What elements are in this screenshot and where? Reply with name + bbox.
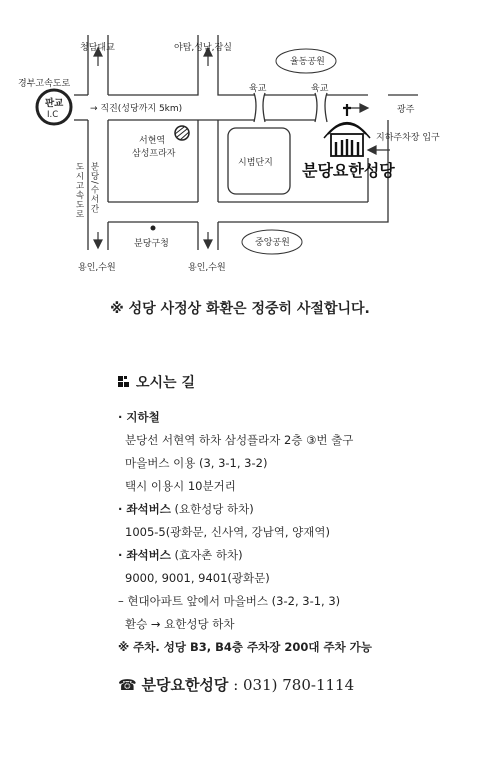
gucheong-label: 분당구청: [134, 239, 169, 249]
bus2-line: 9000, 9001, 9401(광화문): [125, 571, 270, 585]
sibeom-label: 시범단지: [238, 158, 273, 168]
parking-info: ※ 주차. 성당 B3, B4층 주차장 200대 주차 가능: [118, 640, 372, 654]
vertical-road-label-2: 도시고속도로: [74, 162, 84, 219]
notice-text: ※ 성당 사정상 화환은 정중히 사절합니다.: [110, 301, 370, 317]
yongin1-label: 용인,수원: [78, 263, 116, 273]
vertical-road-label-1: 분당/수서간: [89, 162, 99, 214]
directions-list: [118, 406, 372, 659]
pangyo-label: 판교: [45, 98, 64, 109]
yuldong-label: 율동공원: [290, 57, 325, 67]
bus2-note: (효자촌 하차): [170, 548, 243, 562]
location-map: [0, 0, 480, 290]
subway-line-2: 마을버스 이용 (3, 3-1, 3-2): [125, 456, 268, 470]
bus2-heading: · 좌석버스: [118, 548, 171, 562]
seohyeon-label: 서현역: [139, 136, 166, 146]
cheongdam-label: 청담대교: [80, 43, 115, 53]
hyundai-line-2: 환승 → 요한성당 하차: [125, 617, 235, 631]
jungang-label: 중앙공원: [255, 238, 290, 248]
bus1-line: 1005-5(광화문, 신사역, 강남역, 양재역): [125, 525, 330, 539]
title-squares-icon: [118, 376, 130, 388]
hyundai-line-1: – 현대아파트 앞에서 마을버스 (3-2, 3-1, 3): [118, 594, 341, 608]
samsung-label: 삼성프라자: [132, 149, 176, 159]
bus1-note: (요한성당 하차): [170, 502, 254, 516]
church-name: 분당요한성당: [141, 676, 229, 694]
subway-heading: · 지하철: [118, 410, 160, 424]
gwangju-label: 광주: [397, 105, 415, 115]
gyeongbu-label: 경부고속도로: [18, 79, 71, 89]
ic-label: I.C: [47, 110, 59, 120]
jikjin-label: → 직진(성당까지 5km): [90, 104, 183, 114]
yatap-label: 야탑,성남,잠실: [174, 43, 232, 53]
overpass2-label: 육교: [311, 84, 329, 94]
subway-line-3: 택시 이용시 10분거리: [125, 479, 236, 493]
phone-line: [118, 674, 354, 695]
phone-number[interactable]: : 031) 780-1114: [228, 676, 355, 694]
parking-label: 지하주차장 입구: [376, 133, 440, 143]
yongin2-label: 용인,수원: [188, 263, 226, 273]
subway-line-1: 분당선 서현역 하차 삼성플라자 2층 ③번 출구: [125, 433, 354, 447]
phone-icon: ☎: [118, 676, 137, 694]
bus1-heading: · 좌석버스: [118, 502, 171, 516]
church-label: 분당요한성당: [302, 161, 395, 180]
overpass1-label: 육교: [249, 84, 267, 94]
directions-title-text: 오시는 길: [136, 375, 195, 391]
directions-title: [118, 372, 195, 392]
church-icon: [324, 104, 370, 156]
